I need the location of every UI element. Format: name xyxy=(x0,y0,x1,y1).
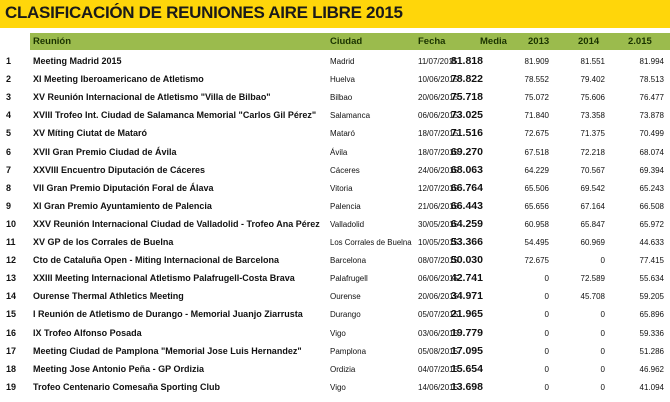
cell-media: 81.818 xyxy=(450,55,483,67)
cell-date: 03/06/2015 xyxy=(418,328,459,338)
table-row xyxy=(0,343,670,361)
cell-city: Huelva xyxy=(330,75,355,85)
cell-num: 4 xyxy=(6,110,12,121)
cell-y2014: 45.708 xyxy=(580,292,605,302)
cell-date: 30/05/2015 xyxy=(418,219,459,229)
cell-num: 18 xyxy=(6,363,17,374)
cell-city: Vigo xyxy=(330,328,346,338)
cell-num: 2 xyxy=(6,74,12,85)
cell-y2014: 0 xyxy=(600,310,605,320)
cell-y2013: 75.072 xyxy=(524,93,549,103)
cell-city: Vitoria xyxy=(330,183,353,193)
cell-y2013: 0 xyxy=(544,328,549,338)
cell-name: XVIII Trofeo Int. Ciudad de Salamanca Memorial "Carlos Gil Pérez" xyxy=(33,110,317,121)
cell-y2014: 60.969 xyxy=(580,238,605,247)
cell-city: Palencia xyxy=(330,201,361,211)
cell-city: Mataró xyxy=(330,129,355,139)
cell-city: Barcelona xyxy=(330,256,367,266)
cell-name: XXV Reunión Internacional Ciudad de Valladolid - Trofeo Ana Pérez xyxy=(33,218,320,229)
cell-y2014: 0 xyxy=(600,346,605,356)
cell-media: 78.822 xyxy=(450,73,483,86)
cell-date: 14/06/2015 xyxy=(418,382,459,392)
cell-y2015: 65.243 xyxy=(639,183,664,193)
cell-date: 05/07/2015 xyxy=(418,310,459,320)
cell-date: 24/06/2015 xyxy=(418,165,459,175)
table-row xyxy=(0,71,670,89)
cell-media: 17.095 xyxy=(450,344,483,357)
cell-date: 10/05/2015 xyxy=(418,238,459,247)
cell-media: 50.030 xyxy=(450,254,483,267)
cell-y2013: 78.552 xyxy=(524,75,549,85)
cell-y2015: 51.286 xyxy=(639,346,664,356)
cell-city: Pamplona xyxy=(330,346,367,356)
cell-date: 06/06/2015 xyxy=(418,111,459,121)
cell-num: 3 xyxy=(6,92,12,103)
cell-date: 10/06/2015 xyxy=(418,75,459,85)
cell-city: Los Corrales de Buelna xyxy=(330,238,412,247)
cell-media: 42.741 xyxy=(450,272,483,285)
cell-name: Meeting Ciudad de Pamplona "Memorial Jose Luis Hernandez" xyxy=(33,345,302,356)
cell-name: XV Míting Ciutat de Mataró xyxy=(33,128,148,139)
cell-y2015: 77.415 xyxy=(639,256,664,266)
cell-y2013: 64.229 xyxy=(524,165,549,175)
cell-y2015: 65.972 xyxy=(639,219,664,229)
table-row xyxy=(0,198,670,216)
cell-y2014: 75.606 xyxy=(580,93,605,103)
table-row xyxy=(0,125,670,143)
cell-city: Ordizia xyxy=(330,364,356,374)
cell-y2014: 81.551 xyxy=(580,57,605,66)
cell-y2014: 0 xyxy=(600,364,605,374)
cell-date: 08/07/2015 xyxy=(418,256,459,266)
cell-date: 18/07/2015 xyxy=(418,129,459,139)
table-row xyxy=(0,379,670,397)
cell-y2015: 69.394 xyxy=(639,165,664,175)
cell-y2015: 44.633 xyxy=(639,238,664,247)
cell-y2015: 78.513 xyxy=(639,75,664,85)
cell-num: 5 xyxy=(6,128,12,139)
cell-y2014: 65.847 xyxy=(580,219,605,229)
cell-city: Cáceres xyxy=(330,165,360,175)
cell-date: 04/07/2015 xyxy=(418,364,459,374)
cell-city: Ourense xyxy=(330,292,361,302)
cell-y2014: 0 xyxy=(600,256,605,266)
header-2013: 2013 xyxy=(528,36,550,47)
cell-y2014: 70.567 xyxy=(580,165,605,175)
cell-y2013: 81.909 xyxy=(524,57,549,66)
cell-num: 11 xyxy=(6,237,16,247)
cell-num: 6 xyxy=(6,146,12,157)
cell-name: VII Gran Premio Diputación Foral de Álava xyxy=(33,182,214,193)
cell-city: Madrid xyxy=(330,57,355,66)
cell-date: 18/07/2015 xyxy=(418,147,459,157)
cell-y2013: 60.958 xyxy=(524,219,549,229)
cell-y2013: 0 xyxy=(544,364,549,374)
cell-media: 66.443 xyxy=(450,199,483,212)
cell-y2013: 0 xyxy=(544,274,549,284)
cell-date: 21/06/2015 xyxy=(418,201,459,211)
cell-name: Ourense Thermal Athletics Meeting xyxy=(33,291,184,302)
cell-date: 05/08/2015 xyxy=(418,346,459,356)
cell-media: 13.698 xyxy=(450,380,483,393)
header-media: Media xyxy=(480,36,507,47)
cell-num: 17 xyxy=(6,345,17,356)
cell-date: 11/07/2015 xyxy=(418,57,458,66)
cell-date: 20/06/2015 xyxy=(418,93,459,103)
cell-name: XV GP de los Corrales de Buelna xyxy=(33,237,174,247)
cell-num: 1 xyxy=(6,56,12,66)
cell-date: 06/06/2015 xyxy=(418,274,459,284)
cell-name: I Reunión de Atletismo de Durango - Memorial Juanjo Ziarrusta xyxy=(33,309,303,320)
table-row xyxy=(0,162,670,180)
cell-y2015: 41.094 xyxy=(639,382,664,392)
cell-y2015: 70.499 xyxy=(639,129,664,139)
table-row xyxy=(0,53,670,71)
table-row xyxy=(0,144,670,162)
cell-city: Ávila xyxy=(330,147,348,157)
cell-date: 20/06/2015 xyxy=(418,292,459,302)
cell-num: 8 xyxy=(6,182,12,193)
table-row xyxy=(0,234,670,252)
cell-y2013: 65.506 xyxy=(524,183,549,193)
cell-name: XVII Gran Premio Ciudad de Ávila xyxy=(33,146,177,157)
cell-media: 71.516 xyxy=(450,127,483,140)
cell-media: 64.259 xyxy=(450,217,483,230)
header-fecha: Fecha xyxy=(418,36,446,47)
cell-y2014: 79.402 xyxy=(580,75,605,85)
cell-num: 10 xyxy=(6,218,17,229)
cell-y2015: 66.508 xyxy=(639,201,664,211)
cell-y2013: 0 xyxy=(544,292,549,302)
cell-y2013: 0 xyxy=(544,346,549,356)
cell-name: IX Trofeo Alfonso Posada xyxy=(33,327,142,338)
cell-y2015: 68.074 xyxy=(639,147,664,157)
cell-name: XI Gran Premio Ayuntamiento de Palencia xyxy=(33,200,212,211)
cell-y2013: 0 xyxy=(544,310,549,320)
table-row xyxy=(0,270,670,288)
table-row xyxy=(0,216,670,234)
cell-y2013: 67.518 xyxy=(524,147,549,157)
cell-media: 34.971 xyxy=(450,290,483,303)
cell-y2014: 0 xyxy=(600,328,605,338)
cell-name: XI Meeting Iberoamericano de Atletismo xyxy=(33,74,204,85)
cell-name: XXIII Meeting Internacional Atletismo Palafrugell-Costa Brava xyxy=(33,273,295,284)
cell-y2013: 72.675 xyxy=(524,129,549,139)
cell-y2014: 0 xyxy=(600,382,605,392)
table-row xyxy=(0,107,670,125)
cell-media: 53.366 xyxy=(450,236,483,248)
cell-media: 66.764 xyxy=(450,181,483,194)
cell-media: 68.063 xyxy=(450,163,483,176)
cell-num: 14 xyxy=(6,291,17,302)
cell-num: 16 xyxy=(6,327,17,338)
cell-media: 19.779 xyxy=(450,326,483,339)
cell-date: 12/07/2015 xyxy=(418,183,459,193)
cell-y2015: 59.205 xyxy=(639,292,664,302)
cell-media: 69.270 xyxy=(450,145,483,158)
header-2014: 2014 xyxy=(578,36,600,47)
table-row xyxy=(0,89,670,107)
cell-y2015: 65.896 xyxy=(639,310,664,320)
cell-num: 19 xyxy=(6,381,17,392)
table-row xyxy=(0,306,670,324)
cell-y2014: 71.375 xyxy=(580,129,605,139)
cell-city: Salamanca xyxy=(330,111,371,121)
cell-city: Palafrugell xyxy=(330,274,368,284)
cell-city: Durango xyxy=(330,310,361,320)
header-reunion: Reunión xyxy=(33,36,71,47)
header-2015: 2.015 xyxy=(628,36,652,47)
cell-y2013: 0 xyxy=(544,382,549,392)
cell-y2013: 65.656 xyxy=(524,201,549,211)
cell-y2014: 72.218 xyxy=(580,147,605,157)
cell-city: Valladolid xyxy=(330,219,365,229)
cell-name: XV Reunión Internacional de Atletismo "Villa de Bilbao" xyxy=(33,92,271,103)
table-row xyxy=(0,180,670,198)
cell-media: 75.718 xyxy=(450,91,483,104)
cell-media: 21.965 xyxy=(450,308,483,321)
cell-city: Bilbao xyxy=(330,93,353,103)
cell-name: Meeting Madrid 2015 xyxy=(33,56,122,66)
table-row xyxy=(0,325,670,343)
cell-city: Vigo xyxy=(330,382,346,392)
cell-y2013: 54.495 xyxy=(524,238,549,247)
cell-y2014: 69.542 xyxy=(580,183,605,193)
cell-media: 73.025 xyxy=(450,109,483,122)
cell-num: 13 xyxy=(6,273,17,284)
cell-name: XXVIII Encuentro Diputación de Cáceres xyxy=(33,164,206,175)
cell-y2014: 67.164 xyxy=(580,201,605,211)
cell-media: 15.654 xyxy=(450,362,483,375)
cell-y2015: 59.336 xyxy=(639,328,664,338)
table-row xyxy=(0,252,670,270)
cell-num: 9 xyxy=(6,200,12,211)
table-row xyxy=(0,361,670,379)
cell-num: 7 xyxy=(6,164,12,175)
cell-name: Cto de Cataluña Open - Miting Internacional de Barcelona xyxy=(33,255,280,266)
cell-y2013: 71.840 xyxy=(524,111,549,121)
cell-y2014: 73.358 xyxy=(580,111,605,121)
cell-num: 12 xyxy=(6,255,17,266)
header-ciudad: Ciudad xyxy=(330,36,363,47)
cell-num: 15 xyxy=(6,309,17,320)
cell-y2015: 73.878 xyxy=(639,111,664,121)
cell-y2015: 46.962 xyxy=(639,364,664,374)
cell-y2013: 72.675 xyxy=(524,256,549,266)
table-row xyxy=(0,288,670,306)
cell-y2015: 76.477 xyxy=(639,93,664,103)
cell-y2014: 72.589 xyxy=(580,274,605,284)
cell-y2015: 81.994 xyxy=(639,57,664,66)
cell-y2015: 55.634 xyxy=(639,274,664,284)
cell-name: Meeting Jose Antonio Peña - GP Ordizia xyxy=(33,363,205,374)
cell-name: Trofeo Centenario Comesaña Sporting Club xyxy=(33,381,221,392)
page-title: CLASIFICACIÓN DE REUNIONES AIRE LIBRE 2015 xyxy=(5,3,403,22)
